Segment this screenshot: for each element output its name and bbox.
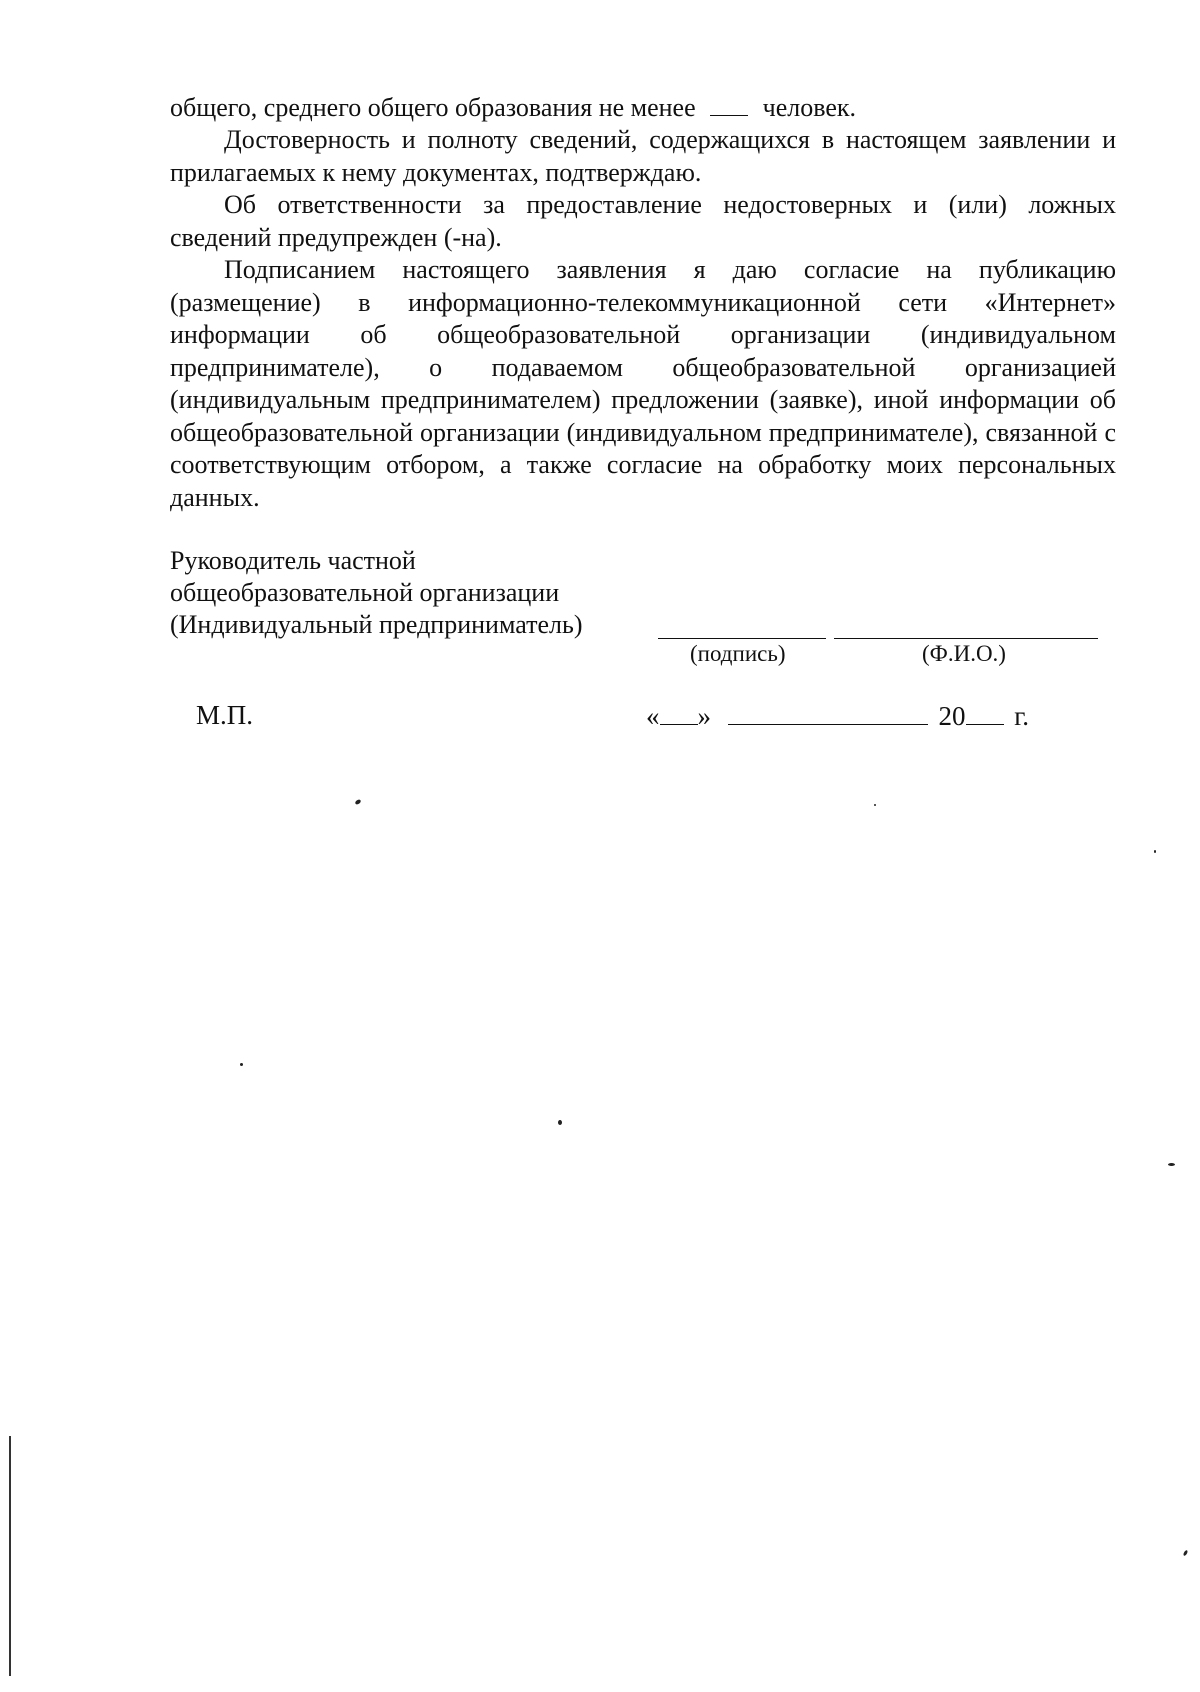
scan-speck (240, 1063, 243, 1066)
scan-speck (1154, 850, 1156, 853)
year-prefix: 20 (938, 701, 966, 731)
scan-speck (558, 1120, 562, 1125)
stamp-label: М.П. (196, 700, 254, 730)
paragraph-consent: Подписанием настоящего заявления я даю согласие на публикацию (размещение) в информационно-телекоммуникационной сети «Интернет» информации об общеобразовательной организации (индивидуальном предпринимателе), о подаваемом общеобразовательной организацией (индивидуальным предпринимателем) предложении (заявке), иной информации об общеобразовательной организации (индивидуальном предпринимателе), связанной с соответствующим отбором, а также согласие на обработку моих персональных данных. (170, 255, 1116, 512)
scan-speck (1183, 1550, 1189, 1557)
signature-caption: (подпись) (690, 641, 786, 666)
day-blank (660, 724, 698, 725)
year-suffix: г. (1014, 701, 1030, 731)
scan-speck (874, 804, 876, 806)
paragraph-reliability: Достоверность и полноту сведений, содержащихся в настоящем заявлении и прилагаемых к нему документах, подтверждаю. (170, 125, 1116, 187)
date-open-quote: « (646, 701, 660, 731)
scan-speck (354, 799, 361, 806)
date-field (646, 700, 1029, 732)
month-blank (728, 724, 928, 725)
continuation-line (170, 92, 1116, 125)
signatory-role (170, 545, 583, 641)
year-blank (966, 724, 1004, 725)
name-caption: (Ф.И.О.) (922, 641, 1006, 666)
continuation-text-before: общего, среднего общего образования не менее (170, 93, 696, 122)
date-close-quote: » (697, 701, 711, 731)
paragraph-responsibility: Об ответственности за предоставление недостоверных и (или) ложных сведений предупрежден (-на). (170, 190, 1116, 252)
role-line-2: общеобразовательной организации (170, 578, 560, 607)
body-paragraphs (170, 124, 1116, 514)
signature-line (658, 638, 826, 639)
count-blank (710, 115, 748, 116)
scan-speck (1168, 1163, 1175, 1166)
role-line-1: Руководитель частной (170, 546, 416, 575)
role-line-3: (Индивидуальный предприниматель) (170, 610, 583, 639)
continuation-text-after: человек. (762, 93, 857, 122)
scan-edge-line (9, 1436, 11, 1676)
name-line (834, 638, 1098, 639)
